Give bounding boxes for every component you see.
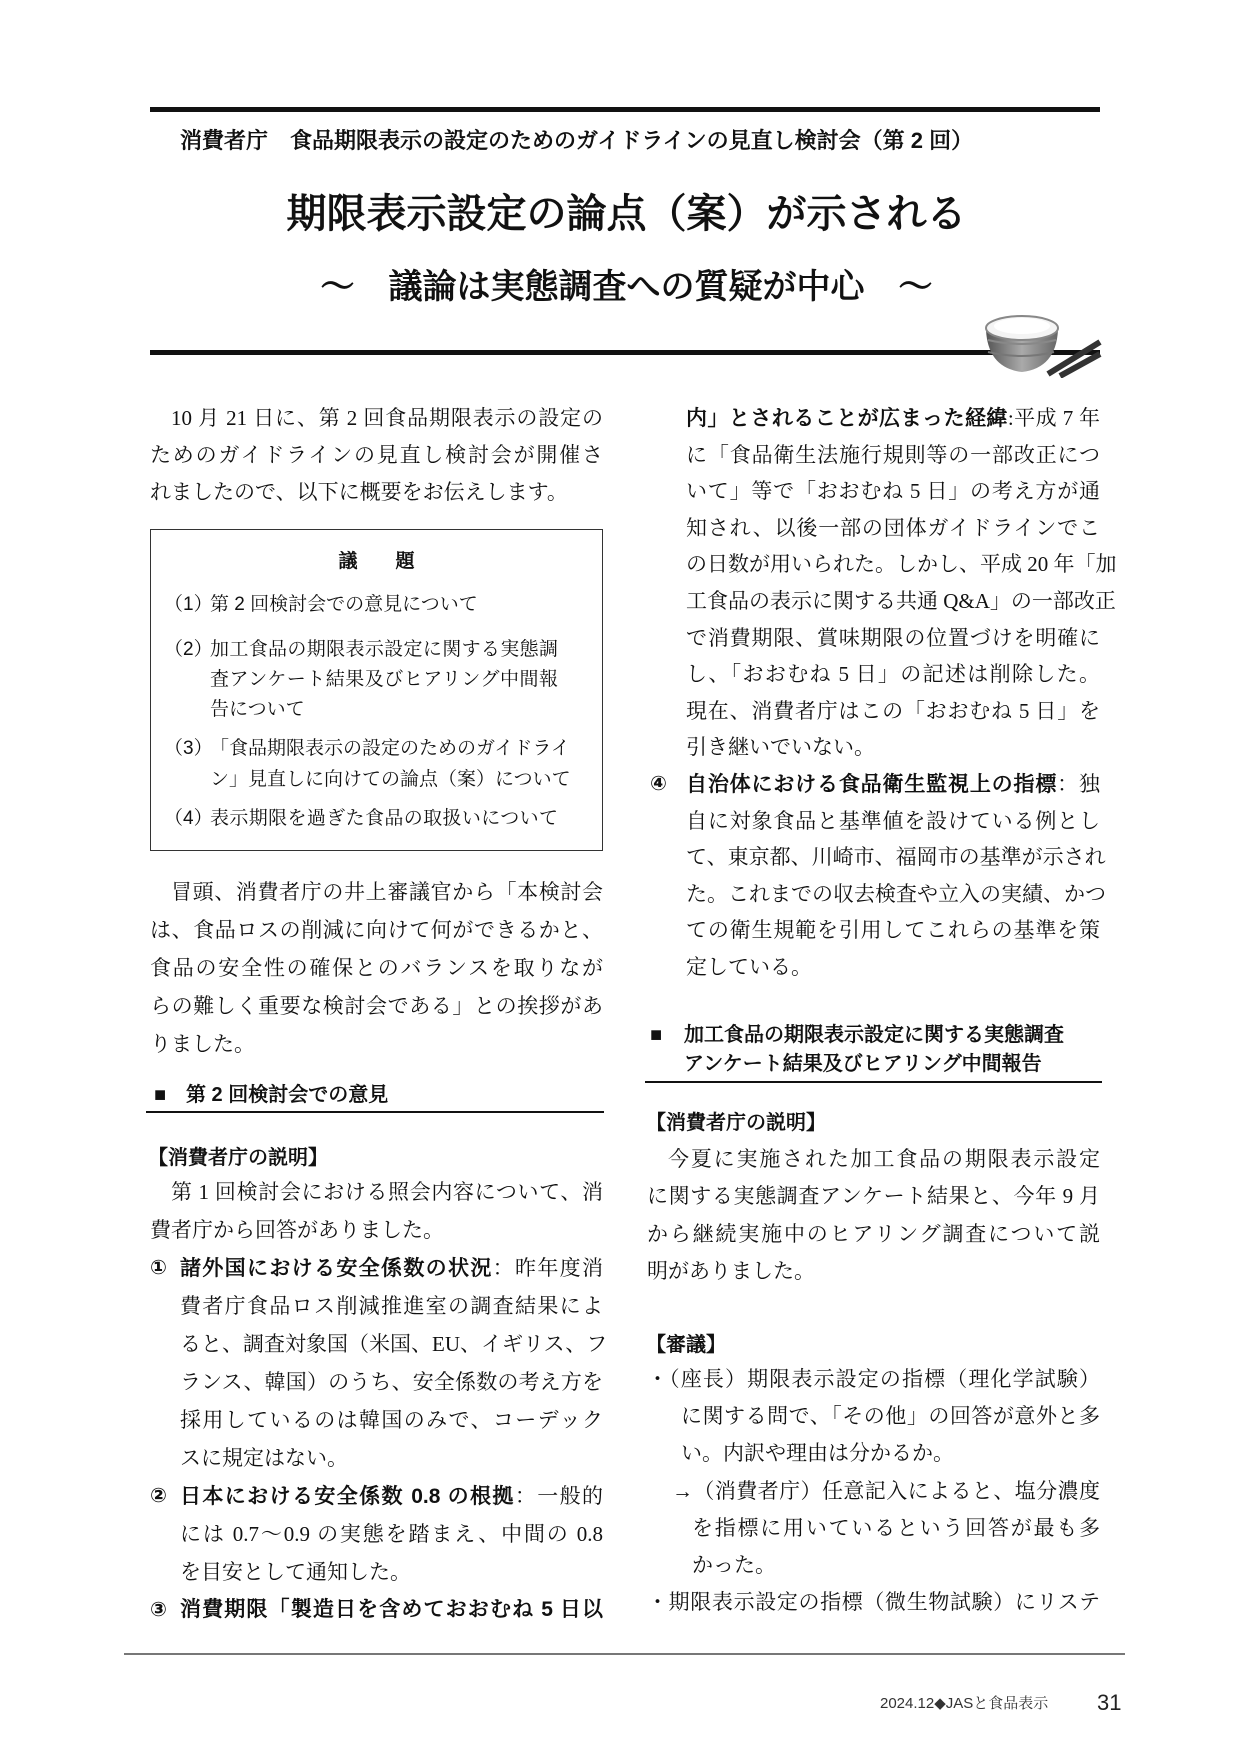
body-line: に関する実態調査アンケート結果と、今年 9 月 (647, 1184, 1100, 1208)
item-line: 費者庁食品ロス削減推進室の調査結果によ (180, 1294, 603, 1318)
item-number: ① (150, 1257, 167, 1279)
agenda-item: 表示期限を過ぎた食品の取扱いについて (210, 808, 558, 829)
page-number: 31 (1097, 1690, 1122, 1715)
item-lead: 諸外国における安全係数の状況 (180, 1257, 493, 1280)
deliberation-line: かった。 (692, 1553, 776, 1577)
item-lead: 消費期限「製造日を含めておおむね 5 日以 (180, 1598, 603, 1621)
item-line: で消費期限、賞味期限の位置づけを明確に (686, 626, 1100, 650)
item-text: ：一般的 (514, 1484, 603, 1508)
agenda-item-number: （1） (164, 594, 213, 615)
section-underline (146, 1111, 604, 1113)
item-line: ランス、韓国）のうち、安全係数の考え方を (180, 1370, 603, 1394)
item-first-line (686, 402, 1100, 434)
issue-date: 2024.12 (880, 1695, 935, 1712)
item-line: ると、調査対象国（米国、EU、イギリス、フ (180, 1332, 608, 1356)
opening-line: 冒頭、消費者庁の井上審議官から「本検討会 (171, 880, 603, 904)
item-text: ：昨年度消 (492, 1256, 604, 1280)
item-lead: 日本における安全係数 0.8 の根拠 (180, 1485, 515, 1508)
item-number: ② (150, 1485, 167, 1507)
section-marker-icon: ■ (650, 1024, 663, 1046)
body-line: から継続実施中のヒアリング調査について説 (647, 1222, 1100, 1246)
item-line: の日数が用いられた。しかし、平成 20 年「加 (686, 552, 1117, 576)
body-line: 今夏に実施された加工食品の期限表示設定 (668, 1147, 1100, 1171)
item-line: 自に対象食品と基準値を設けている例とし (686, 809, 1100, 833)
agenda-item: 第 2 回検討会での意見について (210, 594, 478, 615)
section-heading: アンケート結果及びヒアリング中間報告 (684, 1053, 1042, 1075)
agenda-item-number: （4） (164, 808, 213, 829)
page-title: 期限表示設定の論点（案）が示される (286, 192, 967, 236)
section-underline (645, 1081, 1102, 1083)
agenda-item-number: （3） (164, 738, 213, 759)
deliberation-line: に関する問で、「その他」の回答が意外と多 (681, 1404, 1100, 1428)
item-number: ③ (150, 1599, 167, 1621)
agenda-item: 加工食品の期限表示設定に関する実態調 (210, 639, 558, 660)
opening-line: りました。 (150, 1032, 255, 1056)
diamond-icon: ◆ (934, 1695, 946, 1712)
item-line: に「食品衛生法施行規則等の一部改正につ (686, 443, 1100, 467)
article-kicker: 消費者庁 食品期限表示の設定のためのガイドラインの見直し検討会（第 2 回） (180, 128, 974, 153)
agenda-item: 「食品期限表示の設定のためのガイドライ (210, 738, 570, 759)
item-line: 採用しているのは韓国のみで、コーデック (180, 1408, 603, 1432)
body-line: 明がありました。 (647, 1259, 815, 1283)
item-line: 現在、消費者庁はこの「おおむね 5 日」を (686, 699, 1100, 723)
section-heading: 加工食品の期限表示設定に関する実態調査 (684, 1024, 1064, 1046)
opening-line: 食品の安全性の確保とのバランスを取りなが (150, 956, 603, 980)
intro-line: 10 月 21 日に、第 2 回食品期限表示の設定の (171, 406, 603, 430)
subsection-heading: 【審議】 (646, 1334, 726, 1356)
agenda-item: ン」見直しに向けての論点（案）について (210, 769, 571, 790)
header-bottom-rule (150, 350, 1100, 355)
item-line: スに規定はない。 (180, 1446, 348, 1470)
intro-line: れましたので、以下に概要をお伝えします。 (150, 480, 568, 504)
top-rule (150, 107, 1100, 112)
agenda-title: 議 題 (338, 551, 415, 572)
item-lead: 自治体における食品衛生監視上の指標 (686, 773, 1058, 796)
subsection-heading: 【消費者庁の説明】 (646, 1112, 826, 1134)
deliberation-line: い。内訳や理由は分かるか。 (681, 1441, 954, 1465)
page-subtitle: ～ 議論は実態調査への質疑が中心 ～ (320, 269, 933, 306)
item-line: いて」等で「おおむね 5 日」の考え方が通 (686, 479, 1100, 503)
opening-line: らの難しく重要な検討会である」との挨拶があ (150, 994, 603, 1018)
item-line: て、東京都、川崎市、福岡市の基準が示され (686, 845, 1106, 869)
item-lead: 内」とされることが広まった経緯 (686, 407, 1008, 430)
item-first-line (686, 768, 1100, 800)
footer-rule (124, 1653, 1125, 1655)
agenda-item: 査アンケート結果及びヒアリング中間報 (210, 669, 558, 690)
deliberation-line: ・期限表示設定の指標（微生物試験）にリステ (647, 1590, 1100, 1614)
item-line: た。これまでの収去検査や立入の実績、かつ (686, 882, 1106, 906)
item-line: を目安として通知した。 (180, 1560, 411, 1584)
item-first-line (180, 1252, 603, 1284)
section-heading: 第 2 回検討会での意見 (186, 1084, 389, 1106)
item-line: 定している。 (686, 955, 812, 979)
intro-line: ためのガイドラインの見直し検討会が開催さ (150, 443, 603, 467)
agenda-item: 告について (210, 699, 305, 720)
rice-bowl-icon (982, 308, 1102, 378)
item-line: ての衛生規範を引用してこれらの基準を策 (686, 918, 1100, 942)
subsection-heading: 【消費者庁の説明】 (148, 1147, 328, 1169)
item-line: には 0.7～0.9 の実態を踏まえ、中間の 0.8 (180, 1522, 603, 1546)
magazine-name: JASと食品表示 (945, 1695, 1049, 1712)
deliberation-line: ・（座長）期限表示設定の指標（理化学試験） (647, 1367, 1100, 1391)
section-marker-icon: ■ (154, 1084, 167, 1106)
item-line: 工食品の表示に関する共通 Q&A」の一部改正 (686, 589, 1116, 613)
body-line: 費者庁から回答がありました。 (150, 1218, 444, 1242)
item-first-line (180, 1480, 603, 1512)
item-line: し、「おおむね 5 日」の記述は削除した。 (686, 662, 1100, 686)
body-line: 第 1 回検討会における照会内容について、消 (171, 1180, 603, 1204)
agenda-item-number: （2） (164, 639, 213, 660)
item-text: ：独 (1057, 772, 1101, 796)
footer-issue (880, 1692, 1048, 1716)
item-line: 知され、以後一部の団体ガイドラインでこ (686, 516, 1100, 540)
item-text: :平成 7 年 (1007, 406, 1100, 430)
opening-line: は、食品ロスの削減に向けて何ができるかと、 (150, 918, 603, 942)
item-number: ④ (650, 773, 667, 795)
item-line: 引き継いでいない。 (686, 735, 875, 759)
deliberation-line: →（消費者庁）任意記入によると、塩分濃度 (672, 1479, 1100, 1503)
deliberation-line: を指標に用いているという回答が最も多 (692, 1516, 1100, 1540)
